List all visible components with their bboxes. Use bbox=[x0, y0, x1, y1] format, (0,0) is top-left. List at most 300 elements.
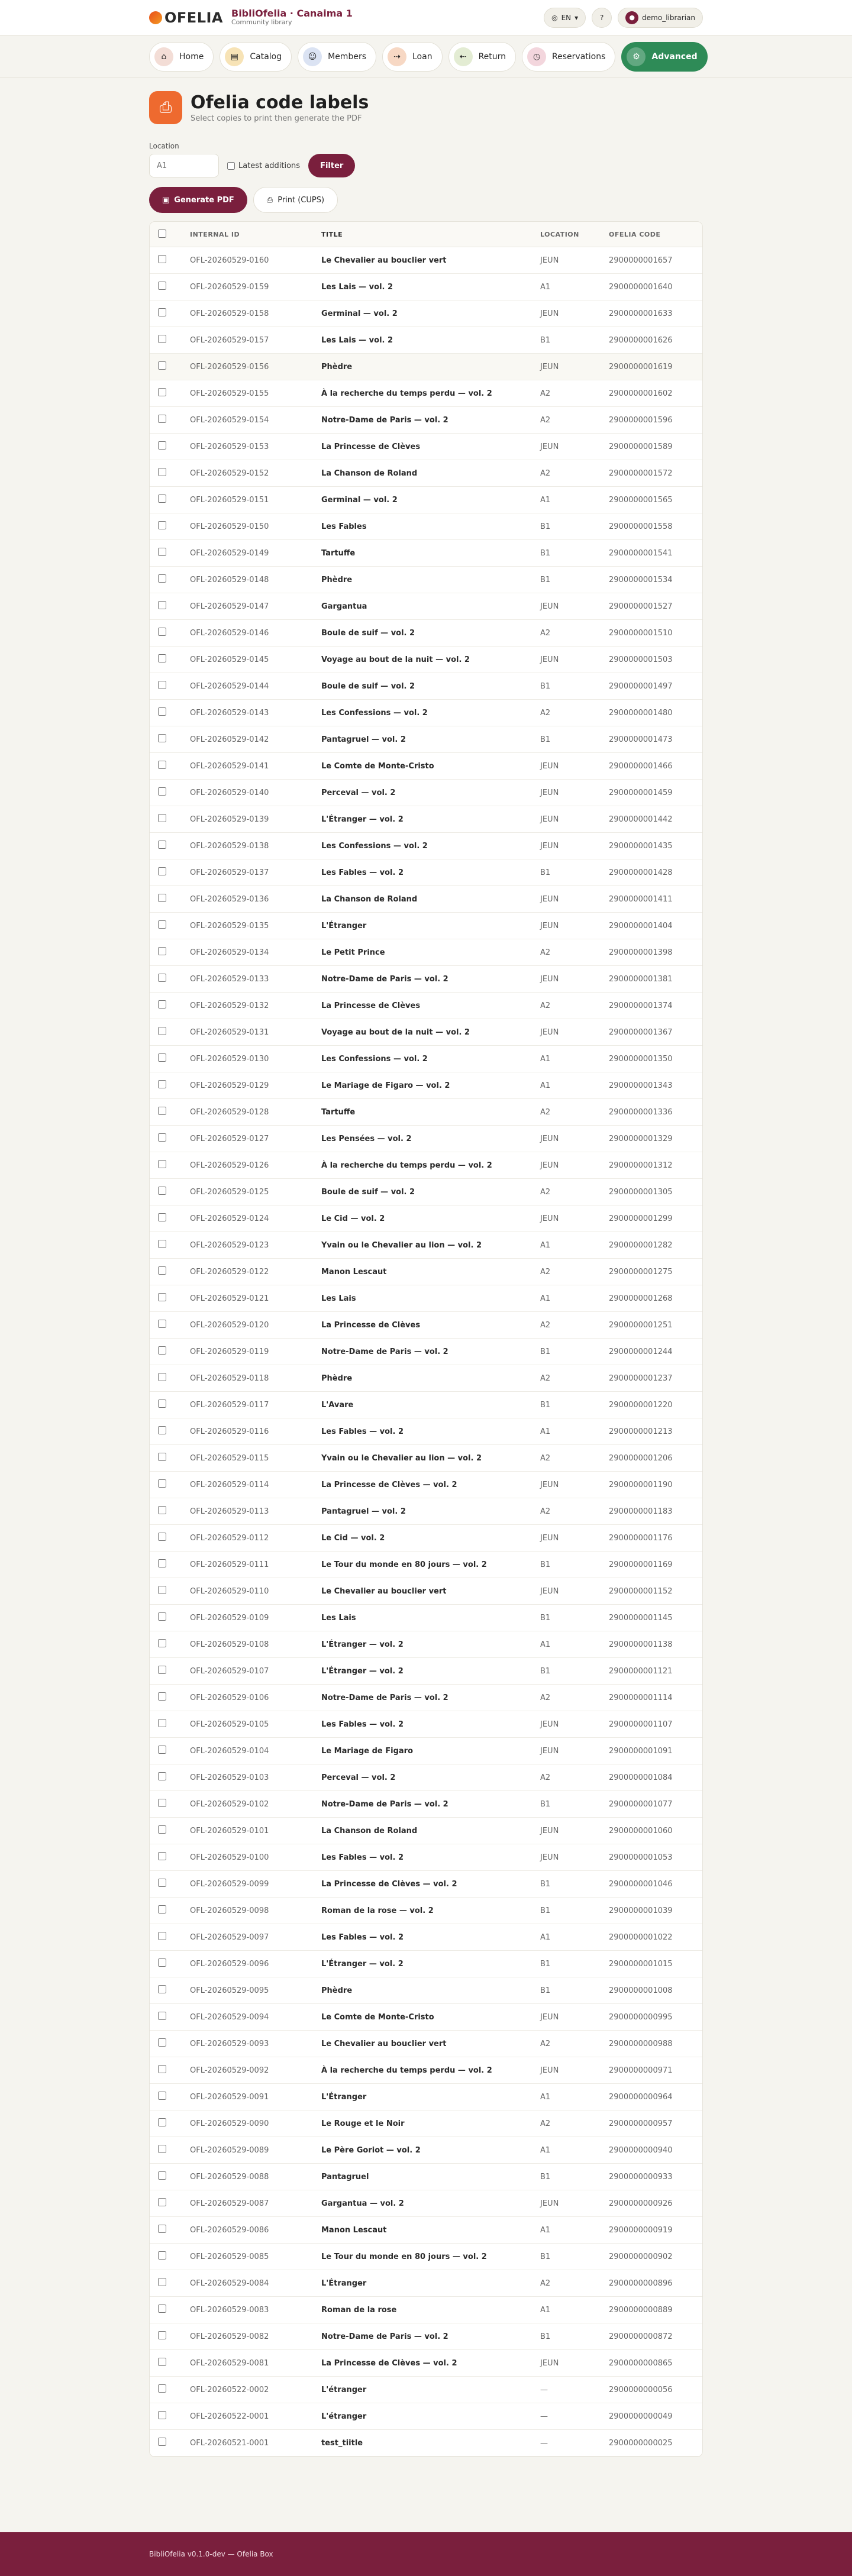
ofelia-code-cell: 2900000001411 bbox=[608, 886, 702, 913]
title-cell: Le Tour du monde en 80 jours — vol. 2 bbox=[321, 1552, 540, 1578]
language-selector[interactable] bbox=[544, 8, 586, 28]
column-header-title[interactable]: TITLE bbox=[321, 222, 540, 247]
tab-reservations[interactable] bbox=[522, 42, 615, 72]
location-cell: A2 bbox=[540, 1498, 608, 1525]
row-select-cell bbox=[150, 753, 189, 780]
table-row[interactable] bbox=[150, 966, 702, 993]
tab-members[interactable] bbox=[298, 42, 376, 72]
ofelia-code-cell: 2900000001398 bbox=[608, 939, 702, 966]
row-checkbox[interactable] bbox=[158, 1187, 166, 1195]
table-row[interactable] bbox=[150, 1259, 702, 1285]
internal-id-cell: OFL-20260529-0099 bbox=[189, 1871, 321, 1898]
return-icon: ⇠ bbox=[454, 47, 473, 66]
internal-id-cell: OFL-20260529-0110 bbox=[189, 1578, 321, 1605]
ofelia-code-cell: 2900000000919 bbox=[608, 2217, 702, 2244]
table-row[interactable] bbox=[150, 487, 702, 513]
title-cell: L'Étranger bbox=[321, 2084, 540, 2110]
row-checkbox[interactable] bbox=[158, 2012, 166, 2020]
table-row[interactable] bbox=[150, 2057, 702, 2084]
row-checkbox[interactable] bbox=[158, 1905, 166, 1914]
row-select-cell bbox=[150, 1924, 189, 1951]
latest-additions-checkbox[interactable] bbox=[227, 162, 235, 170]
row-checkbox[interactable] bbox=[158, 1266, 166, 1275]
row-select-cell bbox=[150, 540, 189, 567]
table-row[interactable] bbox=[150, 1525, 702, 1552]
title-cell: Manon Lescaut bbox=[321, 2217, 540, 2244]
print-cups-button[interactable] bbox=[253, 187, 338, 213]
row-checkbox[interactable] bbox=[158, 2118, 166, 2126]
table-row[interactable] bbox=[150, 1392, 702, 1418]
table-row[interactable] bbox=[150, 1791, 702, 1818]
title-cell: Pantagruel — vol. 2 bbox=[321, 1498, 540, 1525]
ofelia-code-cell: 2900000000896 bbox=[608, 2270, 702, 2297]
row-select-cell bbox=[150, 1312, 189, 1339]
row-select-cell bbox=[150, 1472, 189, 1498]
title-cell: Phèdre bbox=[321, 354, 540, 380]
row-checkbox[interactable] bbox=[158, 361, 166, 370]
row-checkbox[interactable] bbox=[158, 1000, 166, 1009]
row-checkbox[interactable] bbox=[158, 734, 166, 742]
row-checkbox[interactable] bbox=[158, 1799, 166, 1807]
table-row[interactable] bbox=[150, 1764, 702, 1791]
ofelia-code-cell: 2900000000940 bbox=[608, 2137, 702, 2164]
table-row[interactable] bbox=[150, 2403, 702, 2430]
title-cell: Les Fables bbox=[321, 513, 540, 540]
table-row[interactable] bbox=[150, 2323, 702, 2350]
row-checkbox[interactable] bbox=[158, 707, 166, 716]
table-row[interactable] bbox=[150, 1498, 702, 1525]
title-cell: Les Confessions — vol. 2 bbox=[321, 1046, 540, 1072]
table-row[interactable] bbox=[150, 2217, 702, 2244]
location-cell: A2 bbox=[540, 380, 608, 407]
row-checkbox[interactable] bbox=[158, 574, 166, 583]
table-row[interactable] bbox=[150, 1285, 702, 1312]
generate-pdf-button[interactable] bbox=[149, 187, 247, 213]
row-select-cell bbox=[150, 2430, 189, 2457]
help-button[interactable] bbox=[592, 8, 612, 28]
row-checkbox[interactable] bbox=[158, 1053, 166, 1062]
ofelia-code-cell: 2900000001312 bbox=[608, 1152, 702, 1179]
row-checkbox[interactable] bbox=[158, 1453, 166, 1461]
tab-label: Return bbox=[478, 51, 506, 62]
location-cell: JEUN bbox=[540, 753, 608, 780]
row-checkbox[interactable] bbox=[158, 388, 166, 396]
ofelia-code-cell: 2900000001176 bbox=[608, 1525, 702, 1552]
location-cell: B1 bbox=[540, 1605, 608, 1631]
location-input[interactable] bbox=[149, 154, 219, 177]
table-row[interactable] bbox=[150, 647, 702, 673]
internal-id-cell: OFL-20260529-0151 bbox=[189, 487, 321, 513]
table-row[interactable] bbox=[150, 2084, 702, 2110]
tab-loan[interactable] bbox=[382, 42, 443, 72]
row-checkbox[interactable] bbox=[158, 1506, 166, 1514]
row-checkbox[interactable] bbox=[158, 894, 166, 902]
table-row[interactable] bbox=[150, 1072, 702, 1099]
table-row[interactable] bbox=[150, 2244, 702, 2270]
table-row[interactable] bbox=[150, 2004, 702, 2031]
table-row[interactable] bbox=[150, 1578, 702, 1605]
row-checkbox[interactable] bbox=[158, 761, 166, 769]
title-cell: Notre-Dame de Paris — vol. 2 bbox=[321, 407, 540, 434]
table-row[interactable] bbox=[150, 327, 702, 354]
row-checkbox[interactable] bbox=[158, 308, 166, 316]
ofelia-code-cell: 2900000000926 bbox=[608, 2190, 702, 2217]
title-cell: Le Chevalier au bouclier vert bbox=[321, 1578, 540, 1605]
table-row[interactable] bbox=[150, 673, 702, 700]
row-checkbox[interactable] bbox=[158, 1932, 166, 1940]
row-checkbox[interactable] bbox=[158, 654, 166, 662]
table-row[interactable] bbox=[150, 2137, 702, 2164]
user-name: demo_librarian bbox=[642, 13, 695, 22]
row-checkbox[interactable] bbox=[158, 2384, 166, 2393]
table-row[interactable] bbox=[150, 2297, 702, 2323]
table-row[interactable] bbox=[150, 1818, 702, 1844]
column-header-code[interactable]: OFELIA CODE bbox=[608, 222, 702, 247]
table-row[interactable] bbox=[150, 593, 702, 620]
table-row[interactable] bbox=[150, 1472, 702, 1498]
table-row[interactable] bbox=[150, 1631, 702, 1658]
title-cell: Les Fables — vol. 2 bbox=[321, 1844, 540, 1871]
row-checkbox[interactable] bbox=[158, 2145, 166, 2153]
location-cell: A2 bbox=[540, 939, 608, 966]
table-row[interactable] bbox=[150, 833, 702, 859]
row-checkbox[interactable] bbox=[158, 681, 166, 689]
table-row[interactable] bbox=[150, 2110, 702, 2137]
table-row[interactable] bbox=[150, 993, 702, 1019]
row-checkbox[interactable] bbox=[158, 947, 166, 955]
title-cell: À la recherche du temps perdu — vol. 2 bbox=[321, 2057, 540, 2084]
internal-id-cell: OFL-20260529-0152 bbox=[189, 460, 321, 487]
row-checkbox[interactable] bbox=[158, 1852, 166, 1860]
table-row[interactable] bbox=[150, 1844, 702, 1871]
tab-catalog[interactable] bbox=[220, 42, 292, 72]
row-checkbox[interactable] bbox=[158, 814, 166, 822]
row-checkbox[interactable] bbox=[158, 1160, 166, 1168]
table-row[interactable] bbox=[150, 886, 702, 913]
tab-home[interactable] bbox=[149, 42, 214, 72]
table-row[interactable] bbox=[150, 513, 702, 540]
row-checkbox[interactable] bbox=[158, 2304, 166, 2313]
table-row[interactable] bbox=[150, 1977, 702, 2004]
row-checkbox[interactable] bbox=[158, 1399, 166, 1408]
location-cell: A1 bbox=[540, 1418, 608, 1445]
table-row[interactable] bbox=[150, 2270, 702, 2297]
title-cell: L'Étranger bbox=[321, 2270, 540, 2297]
internal-id-cell: OFL-20260529-0113 bbox=[189, 1498, 321, 1525]
title-cell: Voyage au bout de la nuit — vol. 2 bbox=[321, 1019, 540, 1046]
table-row[interactable] bbox=[150, 2190, 702, 2217]
row-select-cell bbox=[150, 1019, 189, 1046]
ofelia-code-cell: 2900000001510 bbox=[608, 620, 702, 647]
table-row[interactable] bbox=[150, 2350, 702, 2377]
ofelia-code-cell: 2900000001121 bbox=[608, 1658, 702, 1685]
row-checkbox[interactable] bbox=[158, 1559, 166, 1567]
ofelia-code-cell: 2900000000957 bbox=[608, 2110, 702, 2137]
internal-id-cell: OFL-20260529-0153 bbox=[189, 434, 321, 460]
table-row[interactable] bbox=[150, 380, 702, 407]
tab-return[interactable] bbox=[448, 42, 516, 72]
ofelia-code-cell: 2900000001008 bbox=[608, 1977, 702, 2004]
row-checkbox[interactable] bbox=[158, 521, 166, 529]
row-select-cell bbox=[150, 1844, 189, 1871]
table-row[interactable] bbox=[150, 1152, 702, 1179]
row-checkbox[interactable] bbox=[158, 628, 166, 636]
table-row[interactable] bbox=[150, 300, 702, 327]
brand[interactable] bbox=[149, 8, 353, 27]
labels-table bbox=[150, 222, 702, 2457]
row-checkbox[interactable] bbox=[158, 2038, 166, 2047]
table-row[interactable] bbox=[150, 1658, 702, 1685]
table-row[interactable] bbox=[150, 859, 702, 886]
row-checkbox[interactable] bbox=[158, 1612, 166, 1621]
row-checkbox[interactable] bbox=[158, 974, 166, 982]
internal-id-cell: OFL-20260529-0109 bbox=[189, 1605, 321, 1631]
table-row[interactable] bbox=[150, 2430, 702, 2457]
title-cell: La Princesse de Clèves bbox=[321, 993, 540, 1019]
row-checkbox[interactable] bbox=[158, 1240, 166, 1248]
table-row[interactable] bbox=[150, 247, 702, 274]
location-cell: B1 bbox=[540, 2323, 608, 2350]
row-checkbox[interactable] bbox=[158, 548, 166, 556]
row-checkbox[interactable] bbox=[158, 2411, 166, 2419]
table-row[interactable] bbox=[150, 753, 702, 780]
row-checkbox[interactable] bbox=[158, 1639, 166, 1647]
row-checkbox[interactable] bbox=[158, 1213, 166, 1221]
location-cell: A2 bbox=[540, 1685, 608, 1711]
table-row[interactable] bbox=[150, 274, 702, 300]
table-row[interactable] bbox=[150, 1685, 702, 1711]
row-select-cell bbox=[150, 1126, 189, 1152]
table-row[interactable] bbox=[150, 726, 702, 753]
ofelia-code-cell: 2900000001015 bbox=[608, 1951, 702, 1977]
row-checkbox[interactable] bbox=[158, 1533, 166, 1541]
row-select-cell bbox=[150, 1711, 189, 1738]
internal-id-cell: OFL-20260529-0122 bbox=[189, 1259, 321, 1285]
table-row[interactable] bbox=[150, 2164, 702, 2190]
row-select-cell bbox=[150, 567, 189, 593]
table-row[interactable] bbox=[150, 1312, 702, 1339]
table-row[interactable] bbox=[150, 700, 702, 726]
row-checkbox[interactable] bbox=[158, 2225, 166, 2233]
table-row[interactable] bbox=[150, 354, 702, 380]
table-row[interactable] bbox=[150, 1951, 702, 1977]
row-checkbox[interactable] bbox=[158, 1746, 166, 1754]
row-select-cell bbox=[150, 966, 189, 993]
table-row[interactable] bbox=[150, 780, 702, 806]
row-checkbox[interactable] bbox=[158, 2358, 166, 2366]
row-select-cell bbox=[150, 620, 189, 647]
ofelia-code-cell: 2900000001596 bbox=[608, 407, 702, 434]
row-checkbox[interactable] bbox=[158, 841, 166, 849]
title-cell: L'Avare bbox=[321, 1392, 540, 1418]
ofelia-code-cell: 2900000001084 bbox=[608, 1764, 702, 1791]
table-row[interactable] bbox=[150, 1924, 702, 1951]
page-subtitle: Select copies to print then generate the PDF bbox=[191, 114, 362, 123]
table-row[interactable] bbox=[150, 1126, 702, 1152]
reservations-icon: ◷ bbox=[527, 47, 546, 66]
internal-id-cell: OFL-20260529-0089 bbox=[189, 2137, 321, 2164]
row-checkbox[interactable] bbox=[158, 255, 166, 263]
row-checkbox[interactable] bbox=[158, 1133, 166, 1142]
location-cell: A1 bbox=[540, 2217, 608, 2244]
internal-id-cell: OFL-20260529-0138 bbox=[189, 833, 321, 859]
row-select-cell bbox=[150, 1046, 189, 1072]
table-row[interactable] bbox=[150, 434, 702, 460]
table-row[interactable] bbox=[150, 1099, 702, 1126]
row-select-cell bbox=[150, 993, 189, 1019]
row-checkbox[interactable] bbox=[158, 494, 166, 503]
table-row[interactable] bbox=[150, 1019, 702, 1046]
row-checkbox[interactable] bbox=[158, 1080, 166, 1088]
table-row[interactable] bbox=[150, 939, 702, 966]
row-checkbox[interactable] bbox=[158, 2438, 166, 2446]
column-header-id[interactable]: INTERNAL ID bbox=[189, 222, 321, 247]
internal-id-cell: OFL-20260529-0124 bbox=[189, 1205, 321, 1232]
row-select-cell bbox=[150, 327, 189, 354]
row-checkbox[interactable] bbox=[158, 2092, 166, 2100]
select-all-cell bbox=[150, 222, 189, 247]
row-checkbox[interactable] bbox=[158, 1346, 166, 1355]
location-cell: JEUN bbox=[540, 1472, 608, 1498]
tab-advanced[interactable] bbox=[621, 42, 707, 72]
table-row[interactable] bbox=[150, 1179, 702, 1205]
ofelia-code-cell: 2900000001480 bbox=[608, 700, 702, 726]
location-cell: A2 bbox=[540, 1365, 608, 1392]
row-checkbox[interactable] bbox=[158, 415, 166, 423]
row-checkbox[interactable] bbox=[158, 1692, 166, 1701]
row-checkbox[interactable] bbox=[158, 1879, 166, 1887]
row-checkbox[interactable] bbox=[158, 2251, 166, 2260]
row-checkbox[interactable] bbox=[158, 1666, 166, 1674]
row-checkbox[interactable] bbox=[158, 1107, 166, 1115]
internal-id-cell: OFL-20260529-0083 bbox=[189, 2297, 321, 2323]
column-header-location[interactable]: LOCATION bbox=[540, 222, 608, 247]
logo bbox=[149, 9, 223, 26]
table-row[interactable] bbox=[150, 1445, 702, 1472]
row-select-cell bbox=[150, 274, 189, 300]
internal-id-cell: OFL-20260529-0116 bbox=[189, 1418, 321, 1445]
internal-id-cell: OFL-20260529-0142 bbox=[189, 726, 321, 753]
table-row[interactable] bbox=[150, 1898, 702, 1924]
table-row[interactable] bbox=[150, 1605, 702, 1631]
row-select-cell bbox=[150, 647, 189, 673]
page-header bbox=[149, 91, 703, 124]
title-cell: Notre-Dame de Paris — vol. 2 bbox=[321, 2323, 540, 2350]
ofelia-code-cell: 2900000001046 bbox=[608, 1871, 702, 1898]
row-checkbox[interactable] bbox=[158, 1293, 166, 1301]
ofelia-code-cell: 2900000001282 bbox=[608, 1232, 702, 1259]
table-row[interactable] bbox=[150, 1205, 702, 1232]
internal-id-cell: OFL-20260529-0158 bbox=[189, 300, 321, 327]
user-menu[interactable] bbox=[618, 8, 703, 28]
row-select-cell bbox=[150, 487, 189, 513]
row-checkbox[interactable] bbox=[158, 1320, 166, 1328]
row-checkbox[interactable] bbox=[158, 787, 166, 796]
ofelia-code-cell: 2900000001077 bbox=[608, 1791, 702, 1818]
row-checkbox[interactable] bbox=[158, 1479, 166, 1488]
table-row[interactable] bbox=[150, 1418, 702, 1445]
row-checkbox[interactable] bbox=[158, 1373, 166, 1381]
ofelia-code-cell: 2900000001329 bbox=[608, 1126, 702, 1152]
internal-id-cell: OFL-20260529-0149 bbox=[189, 540, 321, 567]
internal-id-cell: OFL-20260529-0093 bbox=[189, 2031, 321, 2057]
table-row[interactable] bbox=[150, 2031, 702, 2057]
internal-id-cell: OFL-20260529-0146 bbox=[189, 620, 321, 647]
table-row[interactable] bbox=[150, 1711, 702, 1738]
table-row[interactable] bbox=[150, 620, 702, 647]
row-checkbox[interactable] bbox=[158, 282, 166, 290]
row-checkbox[interactable] bbox=[158, 2171, 166, 2180]
row-select-cell bbox=[150, 1871, 189, 1898]
row-checkbox[interactable] bbox=[158, 920, 166, 929]
ofelia-code-cell: 2900000001107 bbox=[608, 1711, 702, 1738]
filter-button[interactable]: Filter bbox=[308, 154, 355, 177]
table-row[interactable] bbox=[150, 806, 702, 833]
ofelia-code-cell: 2900000001527 bbox=[608, 593, 702, 620]
location-cell: JEUN bbox=[540, 833, 608, 859]
row-checkbox[interactable] bbox=[158, 441, 166, 450]
title-cell: Perceval — vol. 2 bbox=[321, 780, 540, 806]
row-checkbox[interactable] bbox=[158, 468, 166, 476]
table-row[interactable] bbox=[150, 1339, 702, 1365]
table-row[interactable] bbox=[150, 1365, 702, 1392]
location-cell: B1 bbox=[540, 673, 608, 700]
select-all-checkbox[interactable] bbox=[158, 230, 166, 238]
table-row[interactable] bbox=[150, 1552, 702, 1578]
row-checkbox[interactable] bbox=[158, 601, 166, 609]
table-row[interactable] bbox=[150, 540, 702, 567]
table-row[interactable] bbox=[150, 1871, 702, 1898]
table-row[interactable] bbox=[150, 2377, 702, 2403]
row-checkbox[interactable] bbox=[158, 1825, 166, 1834]
latest-additions-toggle[interactable] bbox=[227, 161, 300, 170]
row-checkbox[interactable] bbox=[158, 867, 166, 875]
table-row[interactable] bbox=[150, 407, 702, 434]
row-checkbox[interactable] bbox=[158, 2331, 166, 2339]
table-row[interactable] bbox=[150, 567, 702, 593]
row-select-cell bbox=[150, 1072, 189, 1099]
ofelia-code-cell: 2900000001251 bbox=[608, 1312, 702, 1339]
title-cell: Le Rouge et le Noir bbox=[321, 2110, 540, 2137]
row-checkbox[interactable] bbox=[158, 2198, 166, 2206]
location-cell: B1 bbox=[540, 2164, 608, 2190]
table-row[interactable] bbox=[150, 460, 702, 487]
row-select-cell bbox=[150, 2164, 189, 2190]
row-checkbox[interactable] bbox=[158, 335, 166, 343]
row-checkbox[interactable] bbox=[158, 1027, 166, 1035]
title-cell: Phèdre bbox=[321, 1365, 540, 1392]
row-checkbox[interactable] bbox=[158, 1772, 166, 1780]
row-checkbox[interactable] bbox=[158, 2065, 166, 2073]
row-checkbox[interactable] bbox=[158, 1985, 166, 1993]
avatar: ● bbox=[625, 11, 638, 24]
table-row[interactable] bbox=[150, 1046, 702, 1072]
ofelia-code-cell: 2900000001060 bbox=[608, 1818, 702, 1844]
row-checkbox[interactable] bbox=[158, 1426, 166, 1434]
location-cell: A2 bbox=[540, 700, 608, 726]
title-cell: Les Confessions — vol. 2 bbox=[321, 833, 540, 859]
row-checkbox[interactable] bbox=[158, 1958, 166, 1967]
table-row[interactable] bbox=[150, 913, 702, 939]
table-row[interactable] bbox=[150, 1232, 702, 1259]
title-cell: Le Comte de Monte-Cristo bbox=[321, 753, 540, 780]
ofelia-code-cell: 2900000001497 bbox=[608, 673, 702, 700]
row-checkbox[interactable] bbox=[158, 1719, 166, 1727]
row-checkbox[interactable] bbox=[158, 2278, 166, 2286]
row-checkbox[interactable] bbox=[158, 1586, 166, 1594]
table-row[interactable] bbox=[150, 1738, 702, 1764]
ofelia-code-cell: 2900000001442 bbox=[608, 806, 702, 833]
